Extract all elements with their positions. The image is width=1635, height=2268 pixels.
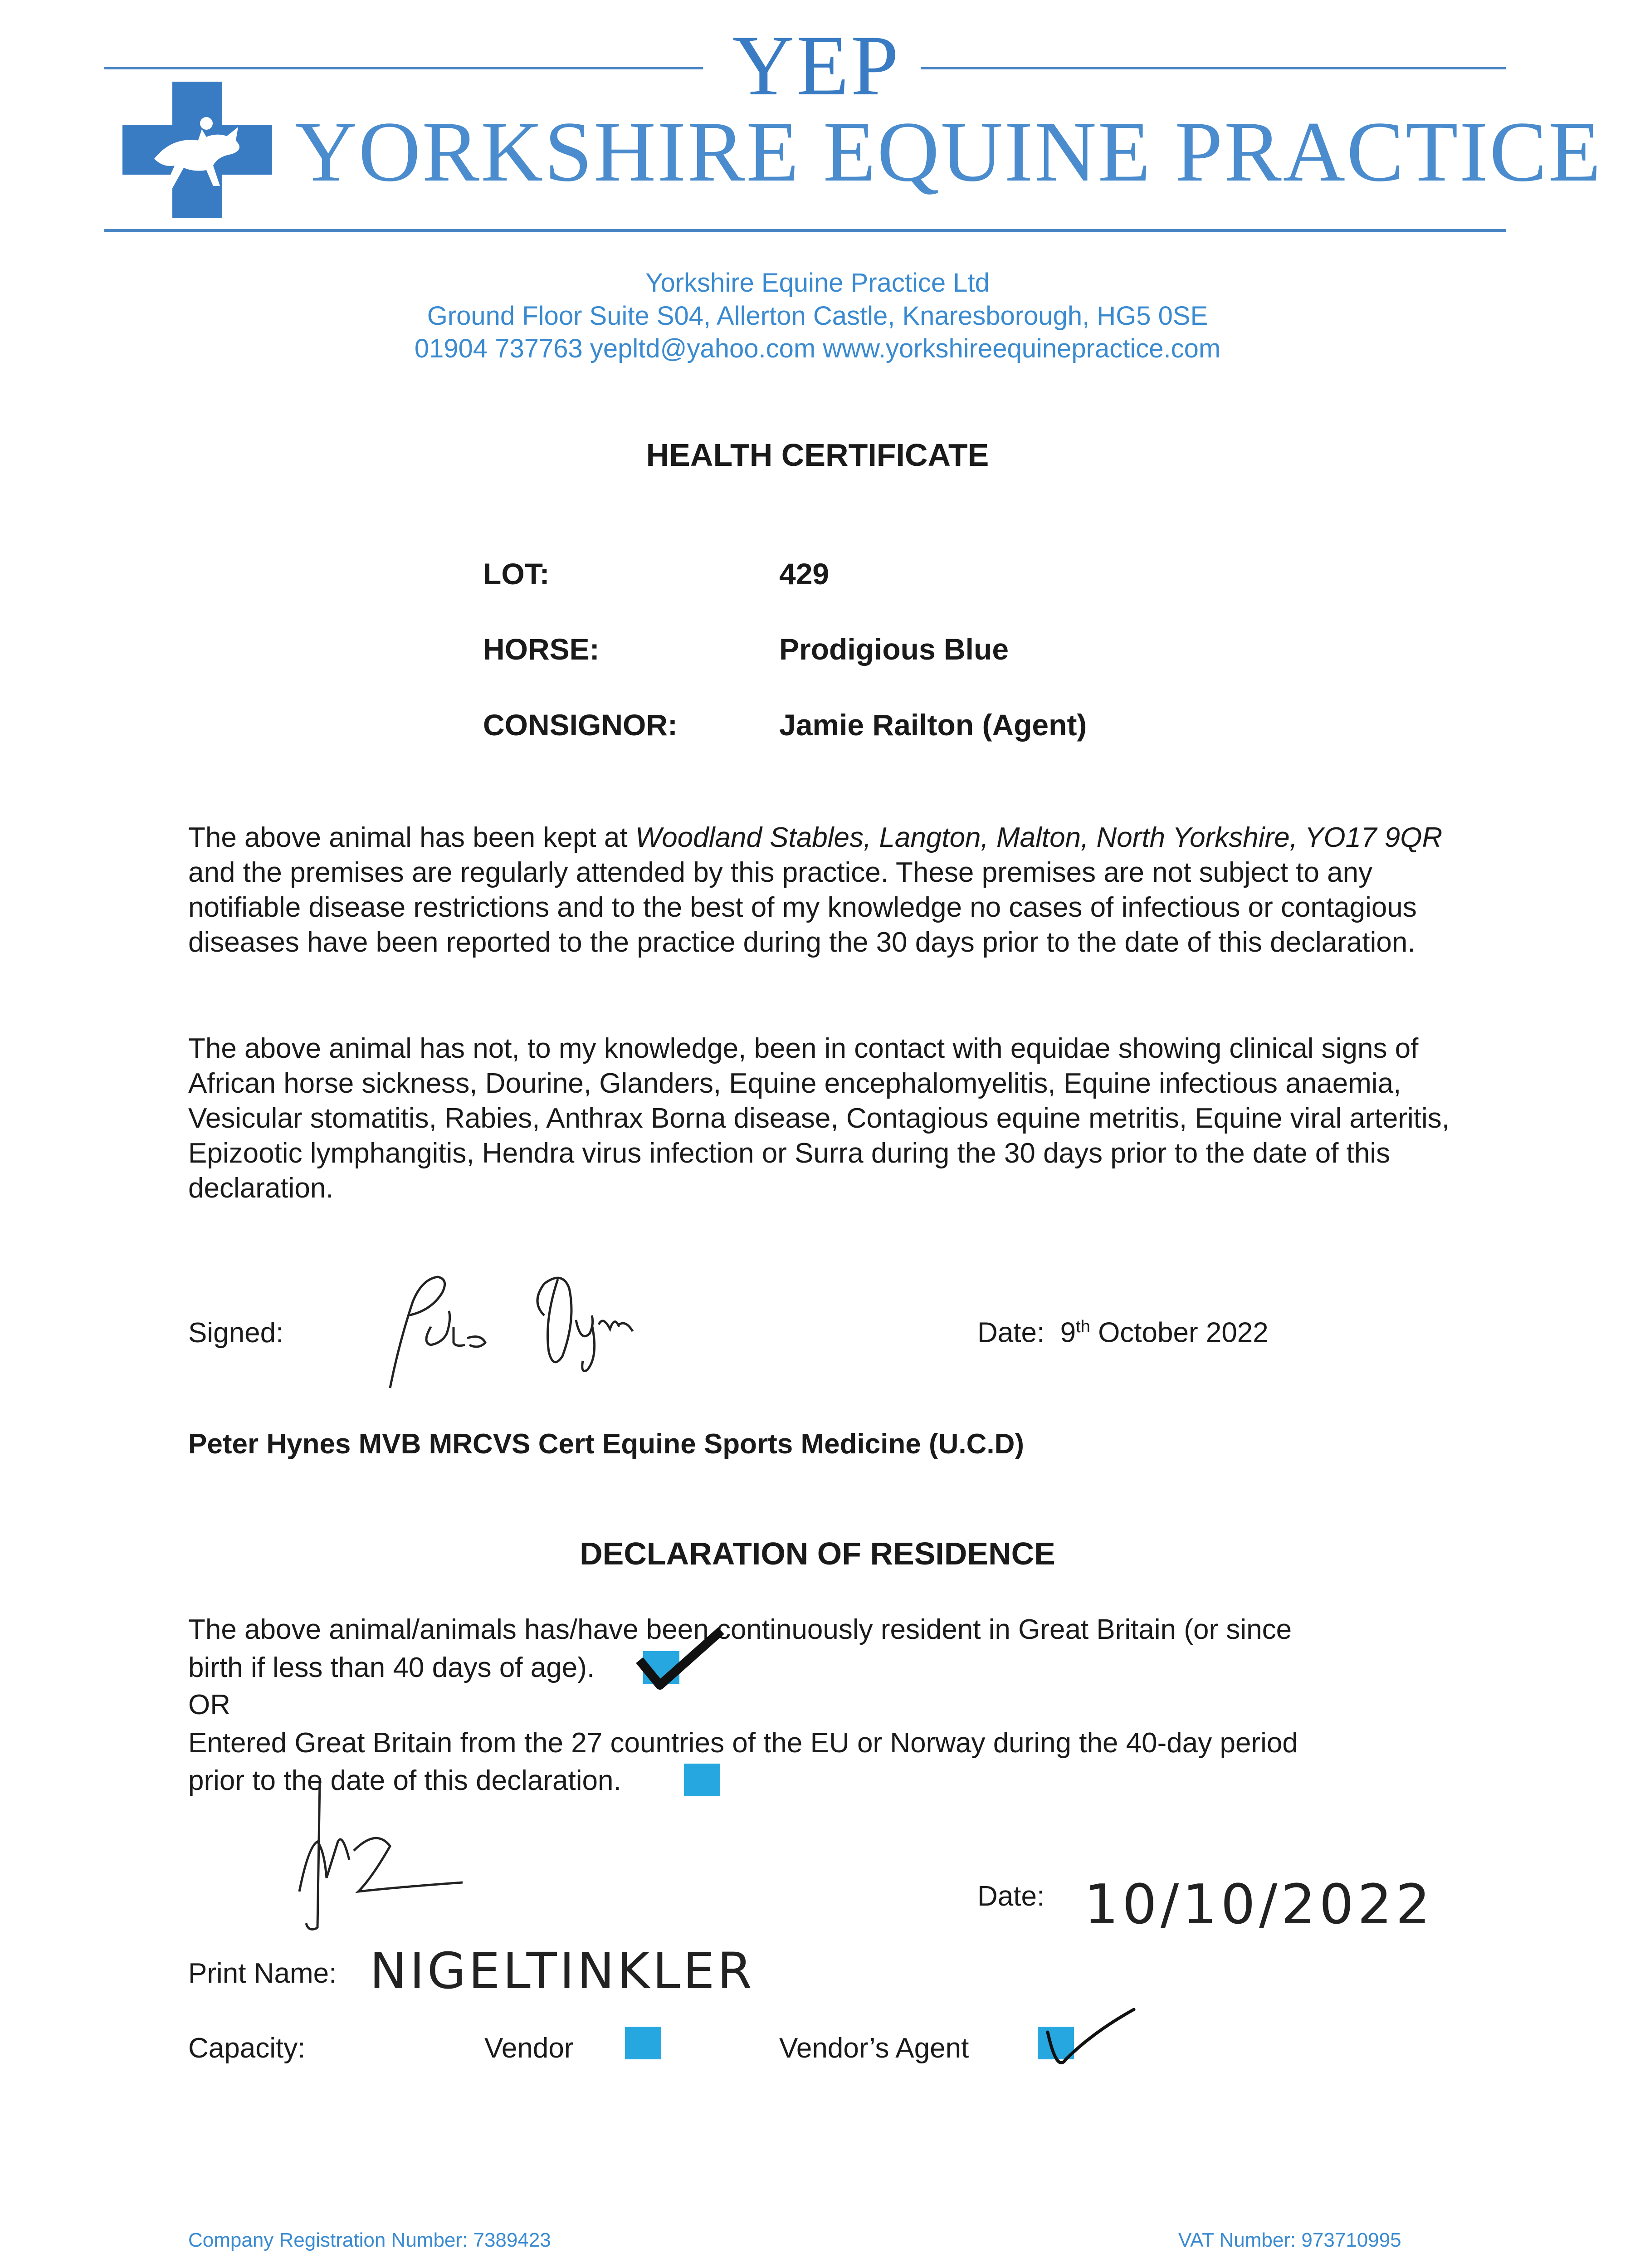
cert-date-day: 9 [1060,1317,1076,1349]
signed-label: Signed: [188,1317,284,1349]
cert-date-label: Date: [977,1317,1045,1349]
certificate-title: HEALTH CERTIFICATE [646,437,989,473]
option2-line2: prior to the date of this declaration. [188,1765,621,1796]
vet-signature [363,1252,680,1406]
vet-name: Peter Hynes MVB MRCVS Cert Equine Sports Medicine (U.C.D) [188,1428,1025,1460]
premises-location: Woodland Stables, Langton, Malton, North Yorkshire, YO17 9QR [635,822,1443,853]
cert-date-suffix: th [1076,1317,1090,1336]
company-registration: Company Registration Number: 7389423 [188,2229,551,2251]
residence-title: DECLARATION OF RESIDENCE [580,1536,1055,1571]
consignor-label: CONSIGNOR: [483,708,678,742]
option2-line1: Entered Great Britain from the 27 countries of the EU or Norway during the 40-day period [188,1727,1298,1759]
header-bottom-rule [104,229,1506,232]
vendor-checkbox[interactable] [625,2027,661,2059]
or-separator: OR [188,1689,230,1721]
practice-name: YORKSHIRE EQUINE PRACTICE [295,104,1602,200]
company-contact: 01904 737763 yepltd@yahoo.com www.yorkshireequinepractice.com [414,334,1221,363]
cert-date [977,1318,1269,1347]
practice-abbrev: YEP [732,18,901,113]
residence-date-value: 10/10/2022 [1084,1873,1434,1936]
check-mark-icon [635,1628,726,1692]
contact-paragraph [188,1031,1458,1206]
contact-text: The above animal has not, to my knowledge, been in contact with equidae showing clinical signs of African horse sickness, Dourine, Glanders, Equine encephalomyelitis, Equine infectious anaemia, Vesicular stomatitis, Rabies, Anthrax Borna disease, Contagious equine metritis, Equine viral arteritis, Epizootic lymphangitis, Hendra virus infection or Surra during the 30 days prior to the date of this declaration. [188,1033,1450,1204]
vendor-agent-check-icon [1039,2005,1138,2068]
premises-text-end: and the premises are regularly attended by this practice. These premises are not subject to any notifiable disease restrictions and to the best of my knowledge no cases of infectious or contagious diseases have been reported to the practice during the 30 days prior to the date of this declaration. [188,857,1417,958]
lot-value: 429 [779,557,830,591]
vendor-label: Vendor [484,2033,574,2064]
option2-checkbox[interactable] [684,1764,720,1796]
option1-line1: The above animal/animals has/have been continuously resident in Great Britain (or since [188,1614,1292,1645]
premises-text-start: The above animal has been kept at [188,822,635,853]
cross-with-horse-rider-icon [122,82,272,218]
cert-date-rest: October 2022 [1090,1317,1269,1349]
premises-paragraph [188,820,1458,960]
vat-number: VAT Number: 973710995 [1178,2229,1401,2251]
header-top-rule-right [921,67,1506,69]
option1-line2: birth if less than 40 days of age). [188,1652,595,1683]
header-top-rule-left [104,67,703,69]
lot-label: LOT: [483,557,550,591]
company-address: Ground Floor Suite S04, Allerton Castle, Knaresborough, HG5 0SE [427,301,1208,331]
declarant-signature [281,1778,508,1941]
capacity-label: Capacity: [188,2033,306,2064]
company-name: Yorkshire Equine Practice Ltd [645,268,990,298]
consignor-value: Jamie Railton (Agent) [779,708,1087,742]
vendor-agent-label: Vendor’s Agent [779,2033,969,2064]
horse-label: HORSE: [483,632,600,666]
horse-value: Prodigious Blue [779,632,1009,666]
residence-date-label: Date: [977,1881,1045,1912]
print-name-label: Print Name: [188,1958,337,1989]
print-name-value: NIGELTINKLER [370,1942,755,2000]
